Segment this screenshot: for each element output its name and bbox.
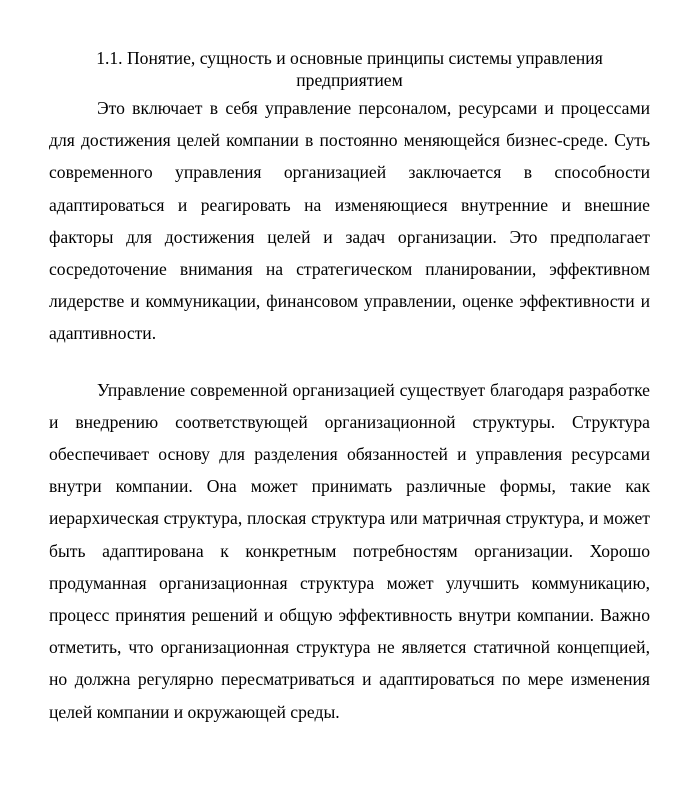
paragraph-2: Управление современной организацией существует благодаря разработке и внедрению соответствующей организационной структуры. Структура обеспечивает основу для разделения обязанностей и управления ресурсами внутри компании. Она может принимать различные формы, такие как иерархическая структура, плоская структура или матричная структура, и может быть адаптирована к конкретным потребностям организации. Хорошо продуманная организационная структура может улучшить коммуникацию, процесс принятия решений и общую эффективность внутри компании. Важно отметить, что организационная структура не является статичной концепцией, но должна регулярно пересматриваться и адаптироваться по мере изменения целей компании и окружающей среды. <box>49 379 650 722</box>
document-page <box>49 47 650 728</box>
section-heading-line2: предприятием <box>296 70 403 90</box>
section-heading <box>49 47 650 91</box>
section-heading-line1: 1.1. Понятие, сущность и основные принципы системы управления <box>96 48 603 68</box>
paragraph-1: Это включает в себя управление персоналом, ресурсами и процессами для достижения целей компании в постоянно меняющейся бизнес-среде. Суть современного управления организацией заключается в способности адаптироваться и реагировать на изменяющиеся внутренние и внешние факторы для достижения целей и задач организации. Это предполагает сосредоточение внимания на стратегическом планировании, эффективном лидерстве и коммуникации, финансовом управлении, оценке эффективности и адаптивности. <box>49 98 650 344</box>
